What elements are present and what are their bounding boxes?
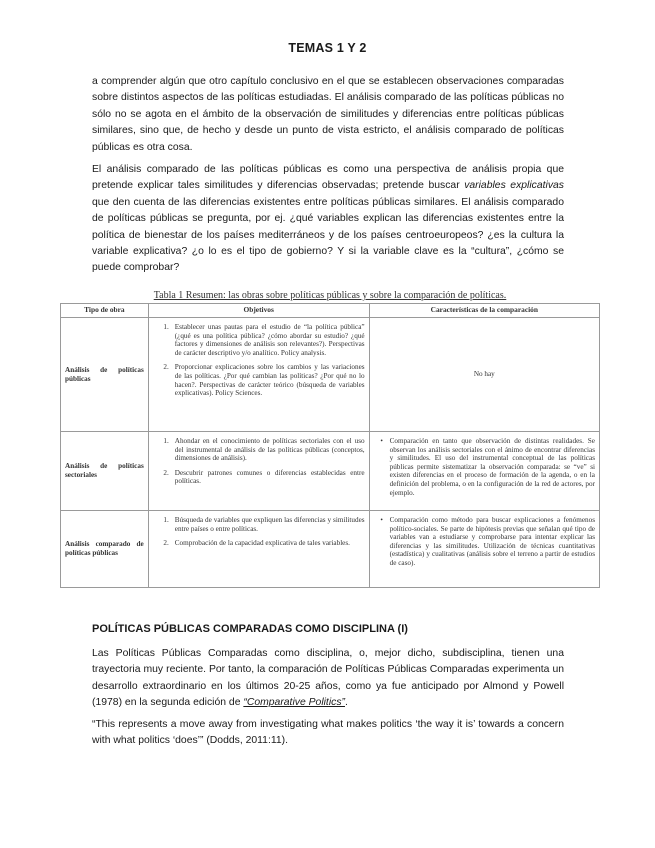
objective-text: Establecer unas pautas para el estudio de “la política pública” (¿qué es una política pública? ¿cómo abordar su estudio? ¿qué factores y dimensiones de análisis son relevantes?). Perspectivas de carácter descriptivo y/o analítico. Policy analysis.: [174, 323, 365, 357]
objective-item: [153, 516, 365, 533]
row-characteristics-cell: [369, 432, 599, 511]
row-characteristics-cell: [369, 511, 599, 588]
row-characteristics-cell: No hay: [369, 318, 599, 432]
table-row: [61, 318, 600, 432]
row-type-cell: Análisis de políticas públicas: [61, 318, 149, 432]
cited-work-title: “Comparative Politics”: [243, 697, 345, 709]
characteristic-text: Comparación en tanto que observación de distintas realidades. Se observan los análisis sectoriales con el ánimo de encontrar diferencias y similitudes. El uso del instrumental conceptual de las políticas públicas permite sistematizar la observación comparada: se “ve” si existen diferencias en el proceso de formación de la agenda, o en la definición del problema, o en la configuración de la red de actores, por ejemplo.: [389, 437, 595, 497]
bullet-icon: •: [380, 516, 383, 524]
paragraph-2-emphasis: variables explicativas: [464, 180, 564, 192]
paragraph-1: a comprender algún que otro capítulo conclusivo en el que se establecen observaciones comparadas sobre distintos aspectos de las políticas estudiadas. El análisis comparado de las políticas públicas no sólo no se agota en el ámbito de la observación de similitudes y diferencias entre políticas públicas similares, sino que, de hecho y desde un punto de vista estricto, el análisis comparado de políticas públicas es otra cosa.: [92, 76, 564, 153]
characteristic-text: Comparación como método para buscar explicaciones a fenómenos político-sociales. Se parte de hipótesis previas que señalan qué tipo de variables van a estudiarse y comprobarse para intentar explicar las diferencias y las similitudes. Utilización de técnicas cuantitativas (estadística) y cualitativas (análisis sobre el terreno a partir de estudios de caso).: [389, 516, 595, 567]
objective-item: [153, 539, 365, 548]
table-row: [61, 511, 600, 588]
objective-text: Proporcionar explicaciones sobre los cambios y las variaciones de las políticas. ¿Por qué cambian las políticas? ¿Por qué no lo hacen?. Perspectivas de carácter teórico (búsqueda de variables explicativas). Policy Sciences.: [174, 363, 365, 398]
objective-item: [153, 323, 365, 357]
objective-number: 1.: [163, 437, 169, 445]
summary-table: [60, 303, 600, 588]
objective-item: [153, 469, 365, 486]
objective-number: 1.: [163, 323, 169, 331]
quote-paragraph: “This represents a move away from investigating what makes politics ‘the way it is’ towards a concern with what politics ‘does’” (Dodds, 2011:11).: [92, 719, 564, 747]
objective-text: Ahondar en el conocimiento de políticas sectoriales con el uso del instrumental de análisis de las políticas públicas (conceptos, dimensiones de análisis).: [174, 437, 365, 463]
paragraph-2: [92, 162, 564, 277]
table-header-row: [61, 304, 600, 318]
header-caracteristicas: Características de la comparación: [369, 304, 599, 318]
paragraph-2-text-a: El análisis comparado de las políticas públicas es como una perspectiva de análisis propia que pretende explicar tales similitudes y diferencias observadas; pretende buscar: [92, 164, 564, 192]
table-row: [61, 432, 600, 511]
row-objectives-cell: [148, 432, 369, 511]
objective-item: [153, 437, 365, 463]
row-type-cell: Análisis comparado de políticas públicas: [61, 511, 149, 588]
paragraph-3: [92, 646, 564, 712]
objective-text: Búsqueda de variables que expliquen las diferencias y similitudes entre países o entre políticas.: [174, 516, 365, 533]
bullet-icon: •: [380, 437, 383, 445]
objective-number: 1.: [163, 516, 169, 524]
objective-number: 2.: [163, 468, 169, 477]
objective-item: [153, 363, 365, 397]
objective-text: Comprobación de la capacidad explicativa de tales variables.: [174, 539, 350, 548]
paragraph-2-text-b: que den cuenta de las diferencias existentes entre políticas públicas similares. El análisis comparado de políticas públicas se pregunta, por ej. ¿qué variables explican las diferencias existentes entre la política de bienestar de los países mediterráneos y de los países centroeuropeos? ¿es la cultura la variable explicativa? ¿o lo es el tipo de gobierno? Y si la variable clave es la “cultura”, ¿cómo se puede comprobar?: [92, 196, 564, 274]
table-caption: Tabla 1 Resumen: las obras sobre políticas públicas y sobre la comparación de políticas.: [153, 290, 507, 301]
page-title: TEMAS 1 Y 2: [288, 41, 367, 55]
section-heading: POLÍTICAS PÚBLICAS COMPARADAS COMO DISCIPLINA (I): [92, 623, 408, 635]
objective-number: 2.: [163, 363, 169, 372]
characteristic-bullet: [374, 516, 595, 568]
row-objectives-cell: [148, 318, 369, 432]
characteristic-bullet: [374, 437, 595, 497]
row-objectives-cell: [148, 511, 369, 588]
row-type-cell: Análisis de políticas sectoriales: [61, 432, 149, 511]
header-objetivos: Objetivos: [148, 304, 369, 318]
objective-number: 2.: [163, 539, 169, 548]
header-tipo-de-obra: Tipo de obra: [61, 304, 149, 318]
paragraph-3-text-a: Las Políticas Públicas Comparadas como disciplina, o, mejor dicho, subdisciplina, tienen una trayectoria muy reciente. Por tanto, la comparación de Políticas Públicas Comparadas experimenta un desarrollo extraordinario en los últimos 20-25 años, como ya fue anticipado por Almond y Powell (1978) en la segunda edición de: [92, 648, 564, 709]
objective-text: Descubrir patrones comunes o diferencias establecidas entre políticas.: [174, 468, 365, 486]
paragraph-3-text-b: .: [344, 697, 348, 709]
